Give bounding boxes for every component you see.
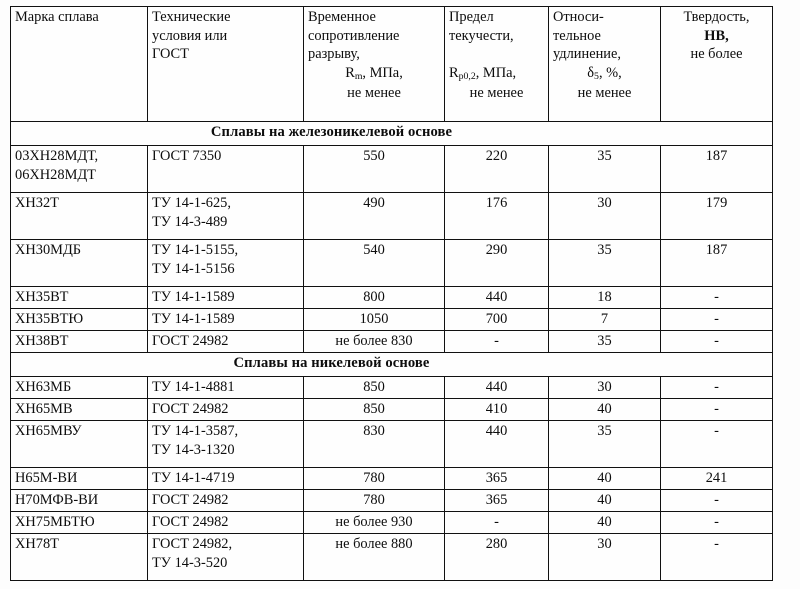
- spec-line2: ТУ 14-3-489: [152, 213, 228, 230]
- table-row: [11, 534, 773, 581]
- cell-tensile-strength: не более 830: [304, 331, 445, 353]
- spec-line2: ТУ 14-3-520: [152, 554, 228, 571]
- table-row: [11, 421, 773, 468]
- column-header-elongation: [549, 7, 661, 122]
- column-header-spec: [148, 7, 304, 122]
- cell-elongation: 40: [549, 512, 661, 534]
- symbol-subscript: p0,2: [458, 71, 476, 83]
- header-line: удлинение,: [553, 46, 621, 63]
- cell-elongation: 35: [549, 146, 661, 193]
- cell-tensile-strength: 1050: [304, 309, 445, 331]
- cell-yield-strength: 176: [445, 193, 549, 240]
- cell-elongation: 30: [549, 193, 661, 240]
- cell-alloy-grade: [11, 534, 148, 581]
- section-title-cell: [11, 122, 773, 146]
- cell-spec: ГОСТ 24982: [148, 331, 304, 353]
- cell-hardness: 187: [661, 240, 773, 287]
- symbol-R: R: [345, 65, 355, 82]
- cell-tensile-strength: 830: [304, 421, 445, 468]
- alloy-name-line2: 06ХН28МДТ: [15, 166, 96, 183]
- header-line: тельное: [553, 27, 601, 44]
- cell-tensile-strength: 850: [304, 399, 445, 421]
- symbol-R: R: [449, 65, 459, 82]
- table-row: [11, 146, 773, 193]
- cell-tensile-strength: 780: [304, 468, 445, 490]
- cell-alloy-grade: Н70МФВ-ВИ: [11, 490, 148, 512]
- table-row: [11, 490, 773, 512]
- cell-alloy-grade: ХН38ВТ: [11, 331, 148, 353]
- cell-tensile-strength: не более 880: [304, 534, 445, 581]
- table-row: [11, 468, 773, 490]
- header-line: текучести,: [449, 27, 514, 44]
- cell-alloy-grade: ХН75МБТЮ: [11, 512, 148, 534]
- cell-spec: ТУ 14-1-4881: [148, 377, 304, 399]
- alloy-name-line1: ХН32Т: [15, 195, 59, 211]
- alloy-name-line1: ХН78Т: [15, 536, 59, 552]
- table-row: [11, 193, 773, 240]
- spec-line1: ГОСТ 24982,: [152, 536, 233, 552]
- cell-yield-strength: 280: [445, 534, 549, 581]
- cell-hardness: -: [661, 331, 773, 353]
- cell-elongation: 40: [549, 468, 661, 490]
- cell-spec: ТУ 14-1-4719: [148, 468, 304, 490]
- cell-yield-strength: 290: [445, 240, 549, 287]
- cell-elongation: 30: [549, 377, 661, 399]
- section-title-row-nickel: [11, 353, 773, 377]
- section-title-row-iron-nickel: [11, 122, 773, 146]
- cell-spec: [148, 146, 304, 193]
- cell-elongation: 18: [549, 287, 661, 309]
- cell-alloy-grade: ХН63МБ: [11, 377, 148, 399]
- header-spacer: [449, 45, 544, 64]
- cell-alloy-grade: [11, 240, 148, 287]
- table-row: [11, 512, 773, 534]
- header-line: не менее: [577, 85, 632, 102]
- cell-alloy-grade: ХН65МВ: [11, 399, 148, 421]
- spec-line2: ТУ 14-1-5156: [152, 260, 235, 277]
- column-header-alloy-grade: [11, 7, 148, 122]
- cell-yield-strength: -: [445, 331, 549, 353]
- header-line: не менее: [347, 85, 401, 102]
- cell-hardness: 241: [661, 468, 773, 490]
- cell-hardness: -: [661, 377, 773, 399]
- symbol-HB: HB,: [704, 27, 729, 44]
- symbol-unit: , МПа,: [362, 65, 403, 82]
- symbol-subscript: m: [354, 71, 363, 83]
- cell-alloy-grade: [11, 193, 148, 240]
- header-line: Твердость,: [683, 9, 750, 25]
- header-symbol-line: [553, 64, 656, 84]
- table-row: [11, 287, 773, 309]
- cell-yield-strength: 440: [445, 421, 549, 468]
- cell-hardness: -: [661, 490, 773, 512]
- symbol-unit: , МПа,: [475, 65, 517, 82]
- alloy-name-line1: ХН65МВУ: [15, 423, 82, 439]
- cell-tensile-strength: 550: [304, 146, 445, 193]
- cell-hardness: 187: [661, 146, 773, 193]
- cell-spec: ТУ 14-1-1589: [148, 309, 304, 331]
- cell-elongation: 35: [549, 240, 661, 287]
- column-header-hardness: [661, 7, 773, 122]
- section-title-text: Сплавы на железоникелевой основе: [210, 124, 453, 140]
- header-symbol-line: [449, 64, 544, 84]
- cell-yield-strength: 365: [445, 490, 549, 512]
- cell-hardness: -: [661, 309, 773, 331]
- cell-spec: ГОСТ 24982: [148, 512, 304, 534]
- table-row: [11, 309, 773, 331]
- cell-yield-strength: 220: [445, 146, 549, 193]
- cell-tensile-strength: 490: [304, 193, 445, 240]
- header-line: ГОСТ: [152, 46, 189, 63]
- cell-elongation: 35: [549, 421, 661, 468]
- spec-line1: ТУ 14-1-625,: [152, 195, 231, 211]
- cell-hardness: -: [661, 399, 773, 421]
- alloy-properties-table: [10, 6, 773, 581]
- cell-elongation: 35: [549, 331, 661, 353]
- cell-elongation: 40: [549, 490, 661, 512]
- header-line: Технические: [152, 9, 231, 25]
- spec-line2: ТУ 14-3-1320: [152, 441, 235, 458]
- alloy-name-line1: ХН30МДБ: [15, 242, 82, 258]
- cell-alloy-grade: ХН35ВТ: [11, 287, 148, 309]
- header-line: разрыву,: [308, 46, 360, 63]
- cell-spec: ГОСТ 24982: [148, 490, 304, 512]
- cell-yield-strength: -: [445, 512, 549, 534]
- cell-spec: ГОСТ 24982: [148, 399, 304, 421]
- table-row: [11, 240, 773, 287]
- cell-spec: [148, 534, 304, 581]
- header-line: сопротивление: [308, 27, 400, 44]
- cell-alloy-grade: Н65М-ВИ: [11, 468, 148, 490]
- header-line: не менее: [469, 85, 524, 102]
- spec-line1: ТУ 14-1-3587,: [152, 423, 239, 439]
- table-row: [11, 377, 773, 399]
- column-header-tensile-strength: [304, 7, 445, 122]
- section-title-text: Сплавы на никелевой основе: [233, 355, 430, 371]
- cell-hardness: -: [661, 534, 773, 581]
- header-line: Марка сплава: [15, 9, 99, 25]
- symbol-unit: , %,: [598, 65, 622, 82]
- cell-alloy-grade: [11, 421, 148, 468]
- cell-hardness: -: [661, 512, 773, 534]
- cell-elongation: 7: [549, 309, 661, 331]
- header-line: Относи-: [553, 9, 604, 25]
- cell-hardness: -: [661, 287, 773, 309]
- cell-hardness: -: [661, 421, 773, 468]
- table-row: [11, 399, 773, 421]
- cell-spec: ТУ 14-1-1589: [148, 287, 304, 309]
- alloy-name-line1: 03ХН28МДТ,: [15, 148, 99, 164]
- cell-tensile-strength: не более 930: [304, 512, 445, 534]
- table-header-row: [11, 7, 773, 122]
- cell-tensile-strength: 780: [304, 490, 445, 512]
- spec-line1: ГОСТ 7350: [152, 148, 222, 164]
- header-symbol-line: [308, 64, 440, 84]
- spec-line1: ТУ 14-1-5155,: [152, 242, 239, 258]
- cell-elongation: 40: [549, 399, 661, 421]
- cell-tensile-strength: 540: [304, 240, 445, 287]
- cell-spec: [148, 193, 304, 240]
- header-line: условия или: [152, 27, 228, 44]
- cell-yield-strength: 410: [445, 399, 549, 421]
- cell-yield-strength: 440: [445, 377, 549, 399]
- table-row: [11, 331, 773, 353]
- column-header-yield-strength: [445, 7, 549, 122]
- cell-alloy-grade: [11, 146, 148, 193]
- cell-spec: [148, 240, 304, 287]
- cell-yield-strength: 700: [445, 309, 549, 331]
- header-line: Временное: [308, 9, 376, 25]
- cell-alloy-grade: ХН35ВТЮ: [11, 309, 148, 331]
- header-line: не более: [690, 46, 743, 63]
- cell-yield-strength: 440: [445, 287, 549, 309]
- symbol-subscript: 5: [594, 71, 599, 83]
- cell-yield-strength: 365: [445, 468, 549, 490]
- cell-elongation: 30: [549, 534, 661, 581]
- section-title-cell: [11, 353, 773, 377]
- cell-tensile-strength: 800: [304, 287, 445, 309]
- cell-tensile-strength: 850: [304, 377, 445, 399]
- cell-hardness: 179: [661, 193, 773, 240]
- symbol-delta: δ: [587, 65, 595, 82]
- header-line: Предел: [449, 9, 494, 25]
- cell-spec: [148, 421, 304, 468]
